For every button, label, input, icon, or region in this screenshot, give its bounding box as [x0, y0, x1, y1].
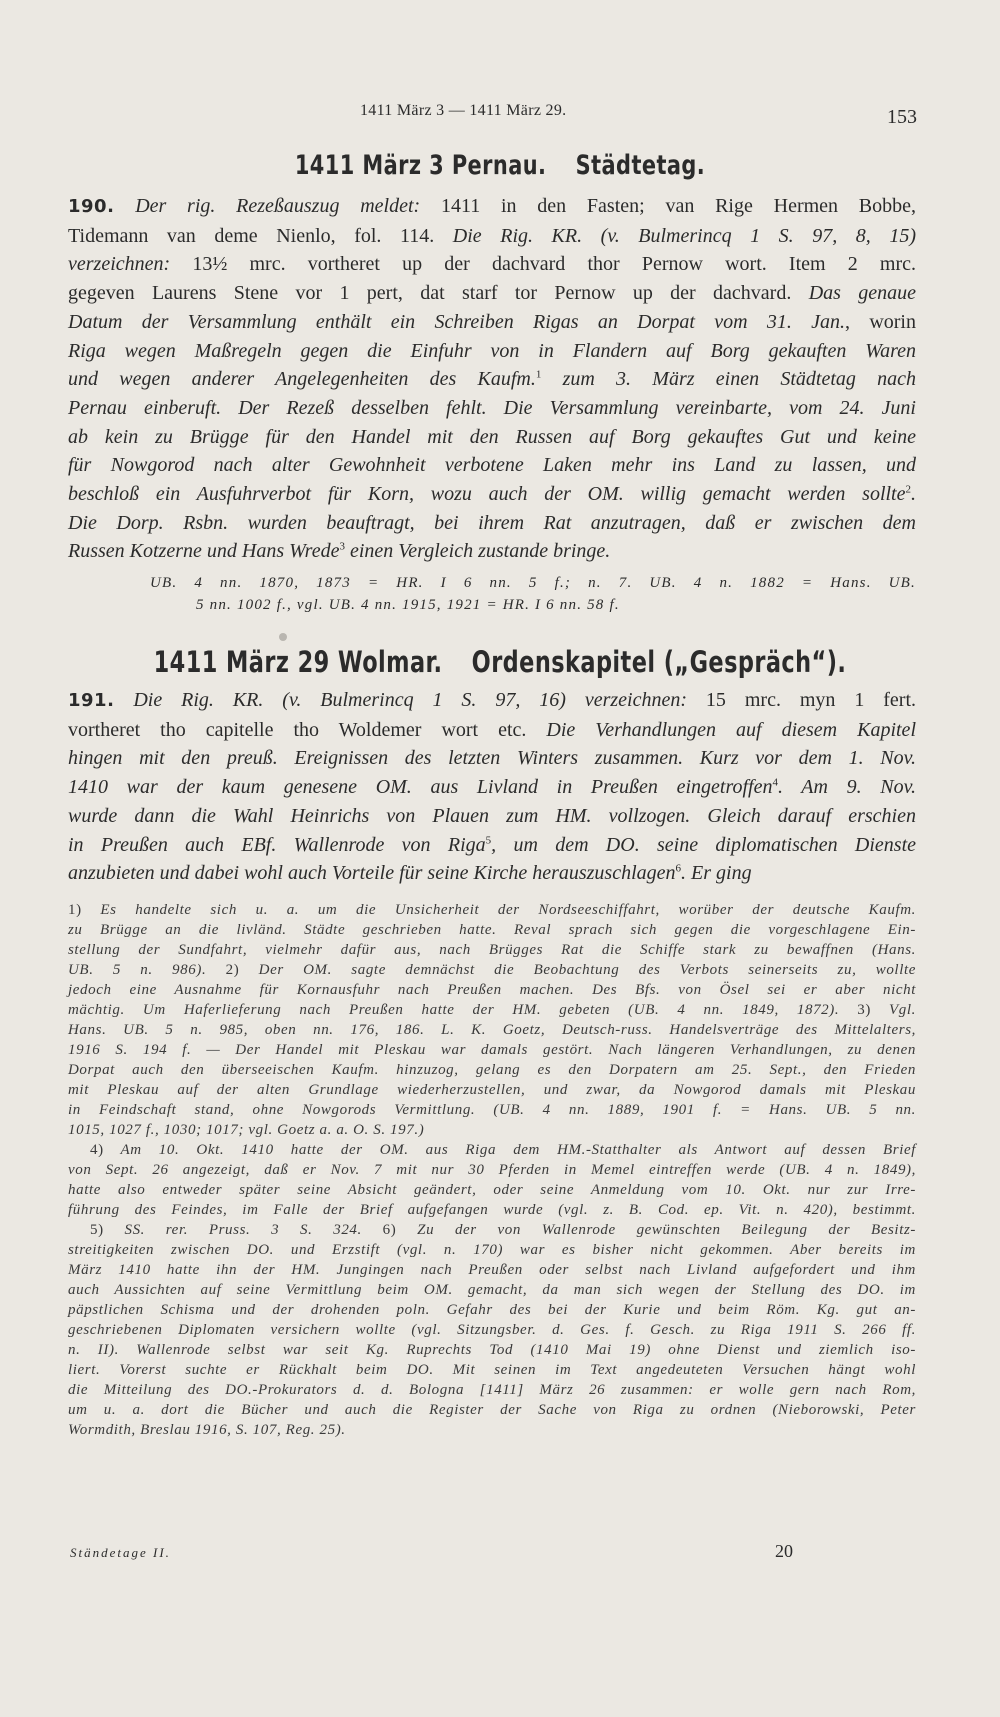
footnote-text: stellung der Sundfahrt, vielmehr dafür aus, nach Brügges Rat die Schiffe stark zu bewaffnen (Hans.	[68, 942, 916, 958]
footnote-text: die Mitteilung des DO.-Prokurators d. d. Bologna [1411] März 26 zusammen: er wolle gern nach Rom,	[68, 1382, 916, 1398]
bottom-line	[70, 1541, 916, 1563]
text-line	[68, 279, 916, 308]
footnote-line	[68, 920, 916, 940]
footnote-text: Zu der von Wallenrode gewünschten Beilegung der Besitz-	[417, 1222, 916, 1238]
footnote-line	[68, 1120, 916, 1140]
text-segment: Der rig. Rezeßauszug meldet:	[135, 195, 421, 217]
footnote-mark: 1)	[68, 902, 82, 918]
heading-title: Städtetag.	[575, 150, 706, 181]
text-segment: für Nowgorod nach alter Gewohnheit verbotene Laken mehr ins Land zu lassen, und	[68, 454, 916, 477]
text-segment: Das genaue	[808, 282, 917, 305]
footnote-text: jedoch eine Ausnahme für Kornausfuhr nach Preußen machen. Des Bfs. von Ösel sei er aber nicht	[68, 982, 916, 998]
footnote-ref: 3	[339, 540, 345, 553]
footnotes	[68, 900, 916, 1440]
footnote-ref: 4	[772, 776, 778, 789]
text-line	[68, 394, 916, 423]
footnote-line	[68, 1280, 916, 1300]
text-line	[68, 831, 916, 860]
text-segment: 1411 in den Fasten; van Rige Hermen Bobbe,	[420, 195, 917, 217]
footnote-line	[68, 1320, 916, 1340]
footnote-line	[68, 940, 916, 960]
text-segment: .	[911, 483, 916, 506]
footnote-line	[68, 1020, 916, 1040]
text-line	[68, 773, 916, 802]
text-line	[68, 537, 916, 566]
footnote-text: UB. 5 n. 986).	[68, 962, 207, 978]
text-line	[68, 308, 916, 337]
footnote-text: Der OM. sagte demnächst die Beobachtung des Verbots seinerseits zu, wollte	[258, 962, 916, 978]
footnote-line	[68, 1340, 916, 1360]
text-line	[68, 423, 916, 452]
footnote-mark: 4)	[90, 1142, 104, 1158]
footnote-line	[68, 1180, 916, 1200]
footnote-line	[68, 1200, 916, 1220]
text-segment: Datum der Versammlung enthält ein Schreiben Rigas an Dorpat vom 31. Jan.	[68, 310, 846, 333]
text-segment: Die Verhandlungen auf diesem Kapitel	[546, 718, 916, 741]
text-line	[68, 744, 916, 773]
section-heading-190	[70, 150, 930, 181]
text-line	[68, 337, 916, 366]
text-line	[68, 451, 916, 480]
heading-date: 1411 März 3 Pernau.	[294, 150, 547, 181]
running-title: 1411 März 3 — 1411 März 29.	[360, 102, 567, 119]
running-head	[0, 100, 1000, 130]
footnote-text: um u. a. dort die Bücher und auch die Register der Sache von Riga zu ordnen (Nieborowski, Peter	[68, 1402, 916, 1418]
footnote-text: Vgl.	[889, 1002, 916, 1018]
text-segment: und wegen anderer Angelegenheiten des Kaufm.	[68, 368, 536, 391]
footnote-text: hatte also entweder später seine Absicht geändert, oder seine Anmeldung vom 10. Okt. nur zur Irre-	[68, 1182, 916, 1198]
footnote-line	[68, 1140, 916, 1160]
text-segment: 15 mrc. myn 1 fert.	[687, 689, 917, 711]
text-segment: einen Vergleich zustande bringe.	[344, 540, 611, 563]
footnote-text: geschriebenen Diplomaten versichern wollte (vgl. Sitzungsber. d. Ges. f. Gesch. zu Riga 1911 S. 266 ff.	[68, 1322, 916, 1338]
text-segment: Russen Kotzerne und Hans Wrede	[68, 540, 340, 563]
footnote-line	[68, 1420, 916, 1440]
source-references	[150, 572, 916, 616]
page-number: 153	[887, 106, 917, 128]
footnote-text: von Sept. 26 angezeigt, daß er Nov. 7 mit nur 30 Pferden in Memel eintreffen werde (UB. 4 n. 1849),	[68, 1162, 916, 1178]
text-segment: beschloß ein Ausfuhrverbot für Korn, wozu auch der OM. willig gemacht werden sollte	[68, 483, 906, 506]
footnote-text: päpstlichen Schisma und der drohenden poln. Gefahr des bei der Kurie und beim Röm. Kg. gut an-	[68, 1302, 916, 1318]
text-segment: , worin	[845, 310, 916, 333]
footnote-mark: 6)	[382, 1222, 397, 1238]
footnote-text: liert. Vorerst suchte er Rückhalt beim DO. Mit seinen im Text angedeuteten Versuchen hängt wohl	[68, 1362, 916, 1378]
ink-dot	[279, 633, 287, 641]
text-line	[68, 365, 916, 394]
entry-number: 190.	[68, 196, 115, 217]
footnote-line	[68, 1260, 916, 1280]
text-segment: 13½ mrc. vortheret up der dachvard thor Pernow wort. Item 2 mrc.	[170, 253, 916, 276]
footnote-ref: 5	[485, 833, 492, 846]
footnote-line	[68, 1000, 916, 1020]
footnote-line	[68, 1160, 916, 1180]
footnote-mark: 3)	[857, 1002, 871, 1018]
entry-number: 191.	[68, 690, 115, 711]
footnote-text: 1916 S. 194 f. — Der Handel mit Pleskau war damals gestört. Nach längeren Verhandlungen, zu denen	[68, 1042, 916, 1058]
footnote-line	[68, 1060, 916, 1080]
text-segment: Tidemann van deme Nienlo, fol. 114.	[68, 224, 453, 247]
text-line	[68, 716, 916, 745]
footnote-ref: 6	[675, 862, 682, 875]
footnote-text: führung des Feindes, im Falle der Brief aufgefangen wurde (vgl. z. B. Cod. ep. Vit. n. 420), bestimmt.	[68, 1202, 916, 1218]
footnote-line	[68, 1400, 916, 1420]
footnote-text: auch Aussichten auf seine Vermittlung beim OM. gemacht, da man sich wegen der Stellung des DO. im	[68, 1282, 916, 1298]
footnote-mark: 2)	[225, 962, 240, 978]
footnote-line	[68, 1300, 916, 1320]
text-segment: Die Rig. KR. (v. Bulmerincq 1 S. 97, 16) verzeichnen:	[133, 689, 688, 711]
footnote-line	[68, 900, 916, 920]
footnote-text: Am 10. Okt. 1410 hatte der OM. aus Riga dem HM.-Statthalter als Antwort auf dessen Brief	[120, 1142, 916, 1158]
source-line: UB. 4 nn. 1870, 1873 = HR. I 6 nn. 5 f.; n. 7. UB. 4 n. 1882 = Hans. UB.	[150, 575, 916, 591]
section-heading-191	[70, 645, 930, 679]
text-segment: gegeven Laurens Stene vor 1 pert, dat starf tor Pernow up der dachvard.	[68, 282, 809, 305]
text-segment: anzubieten und dabei wohl auch Vorteile für seine Kirche herauszuschlagen	[68, 862, 676, 885]
text-segment: Die Dorp. Rsbn. wurden beauftragt, bei ihrem Rat anzutragen, daß er zwischen dem	[68, 511, 916, 534]
text-line	[68, 250, 916, 279]
text-segment: Pernau einberuft. Der Rezeß desselben fehlt. Die Versammlung vereinbarte, vom 24. Juni	[68, 396, 916, 419]
text-line	[68, 859, 916, 888]
footnote-text: März 1410 hatte ihn der HM. Jungingen nach Preußen oder selbst nach Livland aufgefordert und ihm	[68, 1262, 916, 1278]
sheet-number: 20	[775, 1541, 793, 1561]
text-segment: wurde dann die Wahl Heinrichs von Plauen zum HM. vollzogen. Gleich darauf erschien	[68, 804, 916, 827]
text-segment: verzeichnen:	[68, 253, 171, 276]
text-segment: Die Rig. KR. (v. Bulmerincq 1 S. 97, 8, 15)	[452, 224, 916, 247]
text-line	[68, 802, 916, 831]
footnote-line	[68, 1080, 916, 1100]
footnote-ref: 1	[535, 368, 542, 381]
footnote-line	[68, 1100, 916, 1120]
text-segment: ab kein zu Brügge für den Handel mit den Russen auf Borg gekauftes Gut und keine	[68, 425, 916, 448]
text-segment: . Am 9. Nov.	[777, 776, 916, 799]
footnote-line	[68, 1380, 916, 1400]
text-segment: Riga wegen Maßregeln gegen die Einfuhr von in Flandern auf Borg gekauften Waren	[68, 339, 916, 362]
text-line	[68, 480, 916, 509]
entry-190-text	[68, 192, 916, 566]
footnote-text: Hans. UB. 5 n. 985, oben nn. 176, 186. L. K. Goetz, Deutsch-russ. Handelsverträge des Mittelalters,	[68, 1022, 916, 1038]
footnote-text: SS. rer. Pruss. 3 S. 324.	[124, 1222, 362, 1238]
text-line	[68, 686, 916, 716]
text-segment: in Preußen auch EBf. Wallenrode von Riga	[68, 833, 486, 856]
text-segment: hingen mit den preuß. Ereignissen des letzten Winters zusammen. Kurz vor dem 1. Nov.	[68, 747, 916, 770]
footnote-ref: 2	[905, 483, 911, 496]
footnote-text: mächtig. Um Haferlieferung nach Preußen hatte der HM. gebeten (UB. 4 nn. 1849, 1872).	[68, 1002, 840, 1018]
footnote-line	[68, 1220, 916, 1240]
heading-title: Ordenskapitel („Gespräch“).	[471, 645, 847, 679]
text-segment: , um dem DO. seine diplomatischen Dienste	[491, 833, 916, 856]
heading-date: 1411 März 29 Wolmar.	[153, 645, 443, 679]
footnote-text: n. II). Wallenrode selbst war seit Kg. Ruprechts Tod (1410 Mai 19) ohne Dienst und ziemlich iso-	[68, 1342, 916, 1358]
footnote-mark: 5)	[90, 1222, 104, 1238]
text-segment: . Er ging	[681, 862, 752, 885]
text-line	[68, 509, 916, 538]
signature-mark: Ständetage II.	[70, 1545, 171, 1560]
footnote-line	[68, 1360, 916, 1380]
footnote-text: zu Brügge an die livländ. Städte geschrieben hatte. Reval sprach sich gegen die vorgeschlagene Ein-	[68, 922, 916, 938]
footnote-line	[68, 980, 916, 1000]
footnote-text: in Feindschaft stand, ohne Nowgorods Vermittlung. (UB. 4 nn. 1889, 1901 f. = Hans. UB. 5 nn.	[68, 1102, 916, 1118]
text-line	[68, 192, 916, 222]
footnote-line	[68, 1240, 916, 1260]
footnote-text: Wormdith, Breslau 1916, S. 107, Reg. 25).	[68, 1422, 346, 1438]
footnote-line	[68, 1040, 916, 1060]
text-line	[68, 222, 916, 251]
footnote-text: mit Pleskau auf der alten Grundlage wiederherzustellen, und zwar, da Nowgorod damals mit Pleskau	[68, 1082, 916, 1098]
text-segment: vortheret tho capitelle tho Woldemer wort etc.	[68, 718, 547, 741]
footnote-text: Dorpat auch den überseeischen Kaufm. hinzuzog, gelang es den Dorpatern am 25. Sept., den Frieden	[68, 1062, 916, 1078]
footnote-text: Es handelte sich u. a. um die Unsicherheit der Nordseeschiffahrt, worüber der deutsche Kaufm.	[100, 902, 916, 918]
text-segment: 1410 war der kaum genesene OM. aus Livland in Preußen eingetroffen	[68, 776, 773, 799]
footnote-text: 1015, 1027 f., 1030; 1017; vgl. Goetz a. a. O. S. 197.)	[68, 1122, 425, 1138]
entry-191-text	[68, 686, 916, 888]
text-segment: zum 3. März einen Städtetag nach	[541, 368, 916, 391]
source-line: 5 nn. 1002 f., vgl. UB. 4 nn. 1915, 1921 = HR. I 6 nn. 58 f.	[196, 597, 620, 613]
footnote-text: streitigkeiten zwischen DO. und Erzstift (vgl. n. 170) war es bisher nicht gekommen. Aber bereits im	[68, 1242, 916, 1258]
footnote-line	[68, 960, 916, 980]
